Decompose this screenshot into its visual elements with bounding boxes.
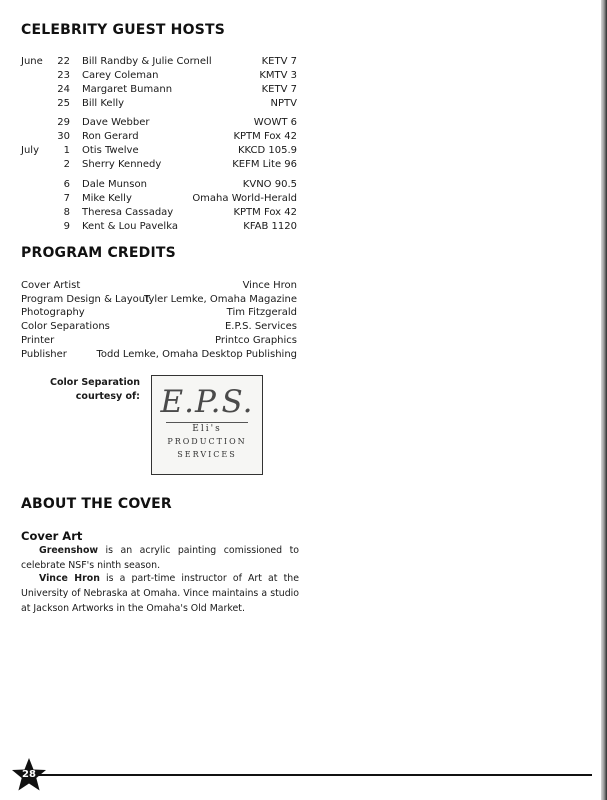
credit-role: Printer <box>21 334 55 346</box>
host-day: 22 <box>57 56 70 67</box>
host-station: NPTV <box>270 98 297 109</box>
host-name: Theresa Cassaday <box>82 207 174 218</box>
eps-caption <box>30 376 140 404</box>
credit-role: Cover Artist <box>21 280 81 291</box>
host-row <box>0 178 607 191</box>
host-day: 23 <box>57 70 70 81</box>
host-row <box>0 144 607 157</box>
eps-logo-mark: E.P.S. <box>160 384 254 420</box>
credit-name: Todd Lemke, Omaha Desktop Publishing <box>96 348 297 360</box>
host-name: Dave Webber <box>82 117 150 128</box>
host-station: WOWT 6 <box>253 117 297 128</box>
eps-logo-divider <box>166 422 248 423</box>
host-day: 7 <box>63 193 70 204</box>
host-day: 29 <box>57 117 70 128</box>
cover-art-paragraph-1 <box>21 543 299 573</box>
host-day: 1 <box>63 145 70 156</box>
host-day: 30 <box>57 131 70 142</box>
credit-name: Tim Fitzgerald <box>226 307 297 319</box>
host-day: 8 <box>63 207 70 218</box>
host-name: Otis Twelve <box>82 145 139 156</box>
host-station: Omaha World-Herald <box>192 193 297 204</box>
eps-logo <box>151 375 263 475</box>
host-name: Bill Randby & Julie Cornell <box>82 56 212 67</box>
host-row <box>0 220 607 233</box>
credit-row <box>0 348 607 361</box>
artist-name: Vince Hron <box>39 573 100 584</box>
host-station: KPTM Fox 42 <box>233 207 297 218</box>
host-row <box>0 158 607 171</box>
credit-row <box>0 293 607 306</box>
host-station: KFAB 1120 <box>243 221 297 232</box>
host-day: 2 <box>63 159 70 170</box>
credit-name: E.P.S. Services <box>224 321 297 333</box>
host-row <box>0 130 607 143</box>
eps-caption-line1: Color Separation <box>50 377 140 388</box>
host-station: KPTM Fox 42 <box>233 131 297 142</box>
guest-hosts-heading: CELEBRITY GUEST HOSTS <box>21 22 226 38</box>
paragraph-2-text: is a part-time instructor of Art at the University of Nebraska at Omaha. Vince maintains a studio at Jackson Artworks in the Omaha's Old Market. <box>21 573 299 614</box>
eps-logo-line1: Eli's <box>192 424 222 434</box>
program-credits-heading: PROGRAM CREDITS <box>21 245 176 261</box>
host-row <box>0 192 607 205</box>
host-row <box>0 116 607 129</box>
host-day: 25 <box>57 98 70 109</box>
credit-name: Printco Graphics <box>215 334 297 346</box>
credit-name: Tyler Lemke, Omaha Magazine <box>143 293 297 305</box>
host-day: 24 <box>57 84 70 95</box>
credit-role: Publisher <box>21 348 67 360</box>
host-name: Kent & Lou Pavelka <box>82 221 178 232</box>
host-day: 9 <box>63 221 70 232</box>
credit-role: Program Design & Layout <box>21 293 150 305</box>
page-number: 28 <box>22 769 36 780</box>
host-name: Mike Kelly <box>82 193 132 204</box>
host-row <box>0 55 607 68</box>
host-station: KETV 7 <box>261 84 297 95</box>
painting-title: Greenshow <box>39 545 99 556</box>
eps-logo-line3: SERVICES <box>177 450 237 459</box>
cover-art-subheading: Cover Art <box>21 529 83 543</box>
host-row <box>0 97 607 110</box>
host-station: KEFM Lite 96 <box>232 159 297 170</box>
credit-role: Color Separations <box>21 321 110 333</box>
cover-art-paragraph-2 <box>21 571 299 616</box>
about-cover-heading: ABOUT THE COVER <box>21 496 172 512</box>
host-station: KETV 7 <box>261 56 297 67</box>
host-day: 6 <box>63 179 70 190</box>
credit-row <box>0 334 607 347</box>
eps-caption-line2: courtesy of: <box>75 391 140 402</box>
credit-row <box>0 320 607 333</box>
credit-row <box>0 306 607 319</box>
host-name: Carey Coleman <box>82 70 159 81</box>
host-month: July <box>21 145 39 156</box>
host-row <box>0 69 607 82</box>
host-name: Sherry Kennedy <box>82 159 162 170</box>
host-station: KKCD 105.9 <box>237 145 297 156</box>
host-name: Ron Gerard <box>82 131 139 142</box>
host-row <box>0 83 607 96</box>
credit-role: Photography <box>21 307 85 319</box>
host-station: KMTV 3 <box>259 70 297 81</box>
credit-name: Vince Hron <box>242 280 297 291</box>
host-name: Bill Kelly <box>82 98 125 109</box>
footer-rule <box>38 774 592 776</box>
eps-logo-line2: PRODUCTION <box>167 437 247 446</box>
host-name: Margaret Bumann <box>82 84 173 95</box>
host-station: KVNO 90.5 <box>242 179 297 190</box>
paragraph-1-text: is an acrylic painting comissioned to celebrate NSF's ninth season. <box>21 545 299 571</box>
host-month: June <box>21 56 43 67</box>
host-row <box>0 206 607 219</box>
host-name: Dale Munson <box>82 179 147 190</box>
credit-row <box>0 279 607 292</box>
